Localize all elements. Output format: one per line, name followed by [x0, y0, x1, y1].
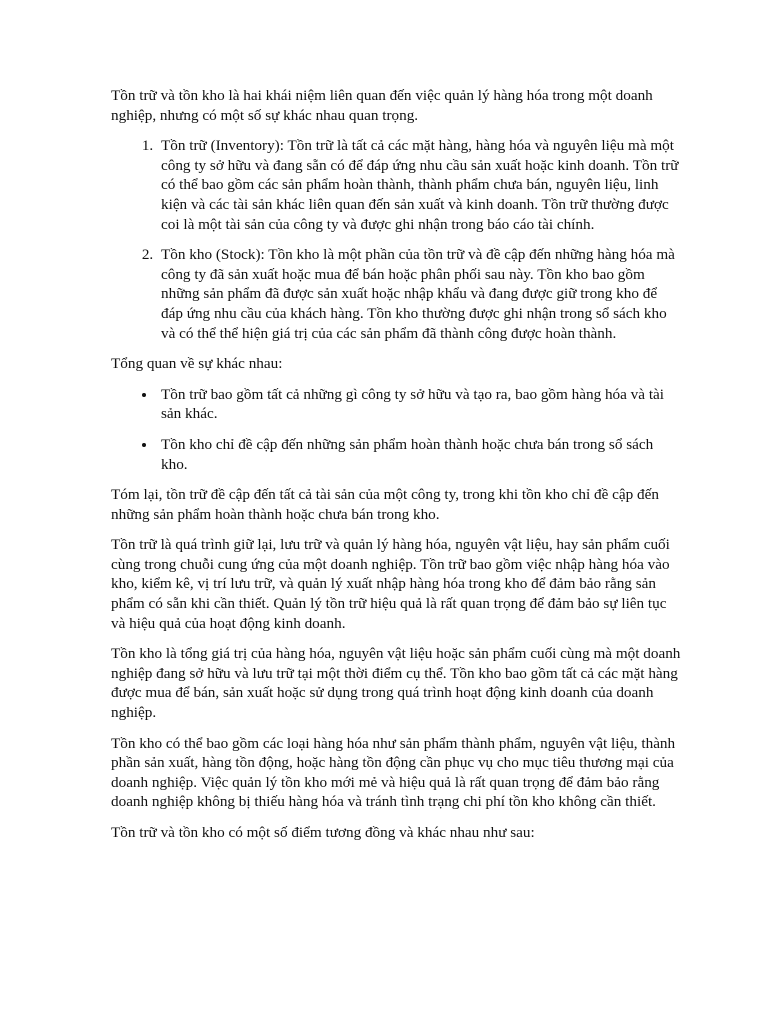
definition-stock: 2. Tồn kho (Stock): Tồn kho là một phần của tồn trữ và đề cập đến những hàng hóa mà công ty đã sản xuất hoặc mua để bán hoặc phân phối sau này. Tồn kho bao gồm những sản phẩm đã được sản xuất hoặc nhập khẩu và đang được giữ trong kho để đáp ứng nhu cầu của khách hàng. Tồn kho thường được ghi nhận trong sổ sách kho và có thể thể hiện giá trị của các sản phẩm đã thành công được hoàn thành.	[157, 245, 681, 343]
difference-item-stock: • Tồn kho chỉ đề cập đến những sản phẩm hoàn thành hoặc chưa bán trong sổ sách kho.	[157, 435, 681, 474]
comparison-intro-paragraph: Tồn trữ và tồn kho có một số điểm tương đồng và khác nhau như sau:	[111, 824, 535, 841]
differences-list	[111, 385, 681, 474]
inventory-process-paragraph: Tồn trữ là quá trình giữ lại, lưu trữ và quản lý hàng hóa, nguyên vật liệu, hay sản phẩm cuối cùng trong chuỗi cung ứng của một doanh nghiệp. Tồn trữ bao gồm việc nhập hàng hóa vào kho, kiểm kê, vị trí lưu trữ, và quản lý xuất nhập hàng hóa trong kho để đảm bảo rằng sản phẩm có sẵn khi cần thiết. Quản lý tồn trữ hiệu quả là rất quan trọng để đảm bảo sự liên tục và hiệu quả của hoạt động kinh doanh.	[111, 536, 670, 632]
summary-paragraph: Tóm lại, tồn trữ đề cập đến tất cả tài sản của một công ty, trong khi tồn kho chỉ đề cập đến những sản phẩm hoàn thành hoặc chưa bán trong kho.	[111, 486, 659, 523]
stock-value-paragraph: Tồn kho là tổng giá trị của hàng hóa, nguyên vật liệu hoặc sản phẩm cuối cùng mà một doanh nghiệp đang sở hữu và lưu trữ tại một thời điểm cụ thể. Tồn kho bao gồm tất cả các mặt hàng được mua để bán, sản xuất hoặc sử dụng trong quá trình hoạt động kinh doanh của doanh nghiệp.	[111, 645, 681, 722]
stock-types-paragraph: Tồn kho có thể bao gồm các loại hàng hóa như sản phẩm thành phẩm, nguyên vật liệu, thành phần sản xuất, hàng tồn động, hoặc hàng tồn động cần phục vụ cho mục tiêu thương mại của doanh nghiệp. Việc quản lý tồn kho mới mẻ và hiệu quả là rất quan trọng để đảm bảo rằng doanh nghiệp không bị thiếu hàng hóa và tránh tình trạng chi phí tồn kho không cần thiết.	[111, 734, 676, 811]
overview-heading: Tổng quan về sự khác nhau:	[111, 355, 283, 373]
intro-paragraph: Tồn trữ và tồn kho là hai khái niệm liên quan đến việc quản lý hàng hóa trong một doanh nghiệp, nhưng có một số sự khác nhau quan trọng.	[111, 87, 653, 124]
definition-inventory: 1. Tồn trữ (Inventory): Tồn trữ là tất cả các mặt hàng, hàng hóa và nguyên liệu mà một công ty sở hữu và đang sẵn có để đáp ứng nhu cầu sản xuất hoặc kinh doanh. Tồn trữ có thể bao gồm các sản phẩm hoàn thành, thành phẩm chưa bán, nguyên liệu, linh kiện và các tài sản khác liên quan đến sản xuất và kinh doanh. Tồn trữ thường được coi là một tài sản của công ty và được ghi nhận trong báo cáo tài chính.	[157, 136, 681, 234]
definitions-list	[111, 136, 681, 343]
document-page	[111, 86, 681, 854]
difference-item-inventory: • Tồn trữ bao gồm tất cả những gì công ty sở hữu và tạo ra, bao gồm hàng hóa và tài sản khác.	[157, 385, 681, 424]
